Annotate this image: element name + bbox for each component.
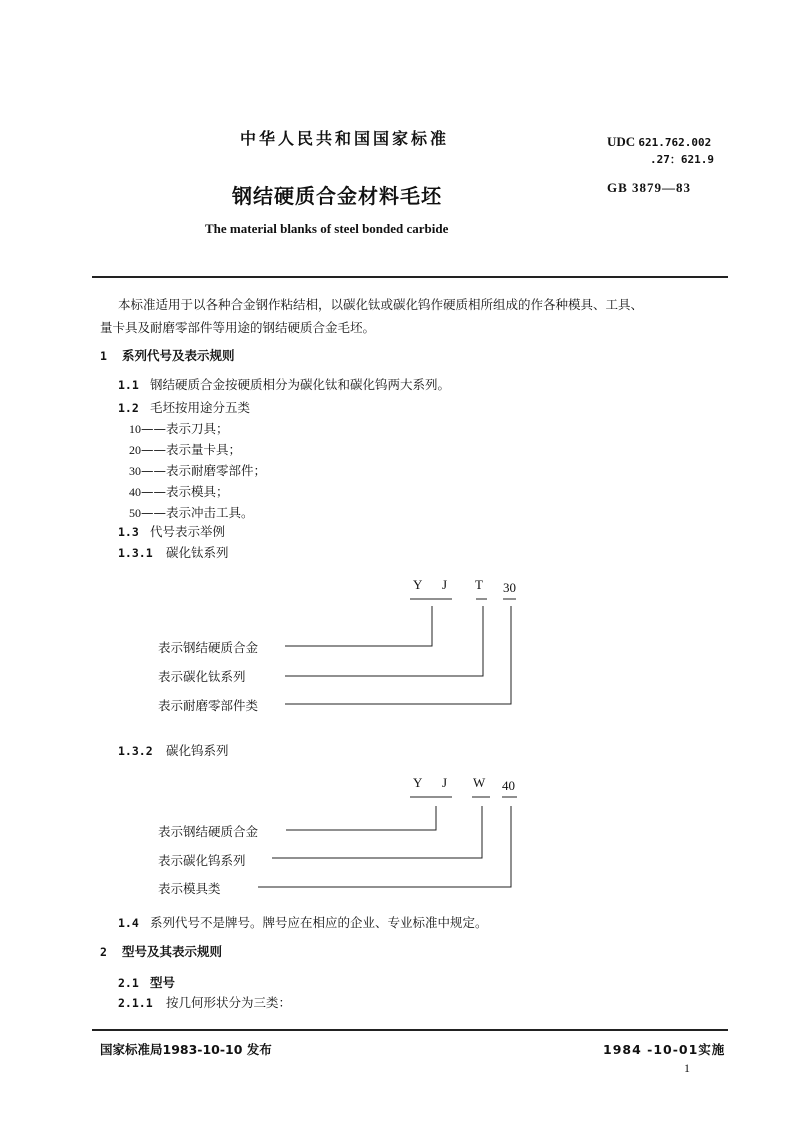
clause-1-3-2 <box>118 741 229 759</box>
category-text: 表示耐磨零部件； <box>166 463 267 478</box>
category-dash: —— <box>141 484 166 499</box>
udc-code-2: .27：621.9 <box>650 153 714 166</box>
clause-1-4-text: 系列代号不是牌号。牌号应在相应的企业、专业标准中规定。 <box>150 915 488 930</box>
code-letter-t: T <box>475 577 483 592</box>
clause-1-2-number: 1.2 <box>118 401 139 415</box>
connector-3 <box>258 806 511 887</box>
connector-2 <box>272 806 482 858</box>
code-number-40: 40 <box>502 778 515 793</box>
udc-label: UDC <box>607 134 636 149</box>
category-code: 40 <box>129 485 141 499</box>
clause-2-1 <box>118 973 175 991</box>
category-code: 20 <box>129 443 141 457</box>
connector-2 <box>285 606 483 676</box>
clause-1-4-number: 1.4 <box>118 916 139 930</box>
category-dash: —— <box>141 442 166 457</box>
category-text: 表示刀具； <box>166 421 229 436</box>
clause-1-3-2-number: 1.3.2 <box>118 744 153 758</box>
clause-2-1-number: 2.1 <box>118 976 139 990</box>
clause-1-3-2-text: 碳化钨系列 <box>166 743 229 758</box>
category-code: 50 <box>129 506 141 520</box>
intro-line-1: 本标准适用于以各种合金钢作粘结相，以碳化钛或碳化钨作硬质相所组成的作各种模具、工具、 <box>118 297 644 312</box>
section-2-heading <box>100 942 222 960</box>
clause-2-1-1-number: 2.1.1 <box>118 996 153 1010</box>
clause-1-1-text: 钢结硬质合金按硬质相分为碳化钛和碳化钨两大系列。 <box>150 377 451 392</box>
category-code: 30 <box>129 464 141 478</box>
category-dash: —— <box>141 463 166 478</box>
document-title-en: The material blanks of steel bonded carbide <box>205 221 449 236</box>
clause-1-2-text: 毛坯按用途分五类 <box>150 400 251 415</box>
section-2-number: 2 <box>100 945 107 959</box>
clause-1-3-text: 代号表示举例 <box>150 524 226 539</box>
category-code: 10 <box>129 422 141 436</box>
code-letter-j: J <box>442 577 448 592</box>
issuer-line: 国家标准局1983-10-10 发布 <box>100 1042 272 1057</box>
clause-1-3-1-number: 1.3.1 <box>118 546 153 560</box>
code-letter-j: J <box>442 775 448 790</box>
diagram-2-label-1: 表示钢结硬质合金 <box>158 824 259 839</box>
section-2-title: 型号及其表示规则 <box>122 944 223 959</box>
clause-2-1-1 <box>118 993 291 1011</box>
clause-1-3-number: 1.3 <box>118 525 139 539</box>
category-dash: —— <box>141 421 166 436</box>
page-number: 1 <box>684 1061 690 1075</box>
code-letter-y: Y <box>413 577 423 592</box>
udc-code-1: 621.762.002 <box>638 136 712 149</box>
clause-1-1-number: 1.1 <box>118 378 139 392</box>
code-letter-y: Y <box>413 775 423 790</box>
section-1-number: 1 <box>100 349 107 363</box>
code-letter-w: W <box>473 775 486 790</box>
connector-1 <box>285 606 432 646</box>
connector-3 <box>285 606 511 704</box>
standard-type: 中华人民共和国国家标准 <box>240 129 450 148</box>
diagram-1-label-2: 表示碳化钛系列 <box>158 669 246 684</box>
diagram-2-label-3: 表示模具类 <box>158 881 221 896</box>
category-text: 表示模具； <box>166 484 229 499</box>
document-title-cn: 钢结硬质合金材料毛坯 <box>232 184 442 208</box>
gb-number: GB 3879—83 <box>607 180 692 195</box>
code-number-30: 30 <box>503 580 516 595</box>
category-text: 表示冲击工具。 <box>166 505 254 520</box>
clause-1-3-1-text: 碳化钛系列 <box>166 545 229 560</box>
diagram-2-label-2: 表示碳化钨系列 <box>158 853 246 868</box>
effective-date: 1984 -10-01实施 <box>603 1042 726 1057</box>
diagram-1-label-3: 表示耐磨零部件类 <box>158 698 259 713</box>
clause-2-1-1-text: 按几何形状分为三类： <box>166 995 292 1010</box>
footer-rule <box>92 1029 728 1031</box>
category-text: 表示量卡具； <box>166 442 242 457</box>
connector-1 <box>286 806 436 830</box>
diagram-1-label-1: 表示钢结硬质合金 <box>158 640 259 655</box>
section-1-title: 系列代号及表示规则 <box>122 348 235 363</box>
category-dash: —— <box>141 505 166 520</box>
clause-2-1-text: 型号 <box>150 975 176 990</box>
clause-1-4 <box>118 913 488 931</box>
intro-line-2: 量卡具及耐磨零部件等用途的钢结硬质合金毛坯。 <box>100 320 376 335</box>
